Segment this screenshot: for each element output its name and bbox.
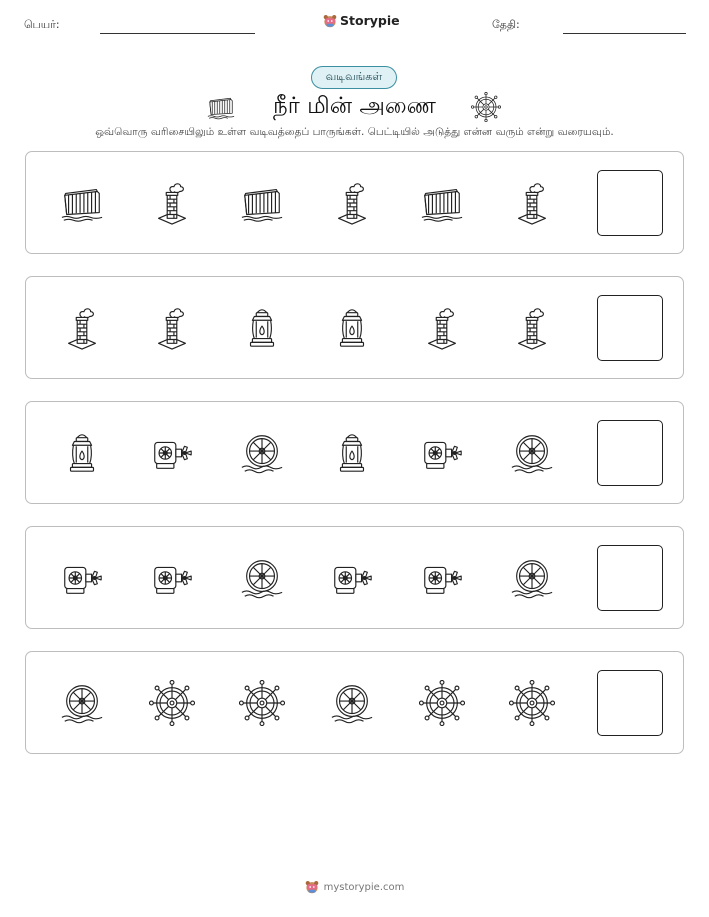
worksheet-header bbox=[0, 0, 709, 50]
chimney-icon bbox=[59, 305, 105, 351]
date-field-line[interactable] bbox=[563, 33, 686, 34]
pattern-item bbox=[329, 555, 375, 601]
ship-wheel-icon bbox=[509, 680, 555, 726]
date-label: தேதி: bbox=[492, 18, 520, 31]
lantern-icon bbox=[59, 430, 105, 476]
pattern-row bbox=[25, 526, 684, 629]
chimney-icon bbox=[509, 180, 555, 226]
pattern-item bbox=[59, 430, 105, 476]
answer-box[interactable] bbox=[597, 295, 663, 361]
name-label: பெயர்: bbox=[24, 18, 60, 31]
pattern-item bbox=[329, 680, 375, 726]
pattern-item bbox=[59, 680, 105, 726]
pattern-row bbox=[25, 401, 684, 504]
chimney-icon bbox=[419, 305, 465, 351]
answer-box[interactable] bbox=[597, 420, 663, 486]
water-wheel-icon bbox=[329, 680, 375, 726]
pattern-item bbox=[59, 555, 105, 601]
pattern-item bbox=[509, 305, 555, 351]
pattern-item bbox=[149, 305, 195, 351]
footer bbox=[0, 880, 709, 894]
pattern-item bbox=[419, 430, 465, 476]
pattern-item bbox=[239, 555, 285, 601]
lantern-icon bbox=[329, 305, 375, 351]
pattern-item bbox=[329, 180, 375, 226]
generator-icon bbox=[419, 430, 465, 476]
pattern-item bbox=[149, 680, 195, 726]
pattern-item bbox=[329, 305, 375, 351]
footer-site: mystorypie.com bbox=[323, 881, 405, 893]
dam-icon bbox=[419, 180, 465, 226]
water-wheel-icon bbox=[509, 555, 555, 601]
water-wheel-icon bbox=[59, 680, 105, 726]
water-wheel-icon bbox=[509, 430, 555, 476]
water-wheel-icon bbox=[239, 555, 285, 601]
answer-box[interactable] bbox=[597, 170, 663, 236]
mascot-icon bbox=[323, 14, 337, 28]
pattern-item bbox=[149, 555, 195, 601]
category-badge: வடிவங்கள் bbox=[311, 66, 397, 89]
chimney-icon bbox=[149, 180, 195, 226]
name-field-line[interactable] bbox=[100, 33, 255, 34]
lantern-icon bbox=[329, 430, 375, 476]
generator-icon bbox=[329, 555, 375, 601]
answer-box[interactable] bbox=[597, 545, 663, 611]
pattern-item bbox=[509, 680, 555, 726]
answer-box[interactable] bbox=[597, 670, 663, 736]
pattern-item bbox=[59, 305, 105, 351]
pattern-item bbox=[149, 430, 195, 476]
chimney-icon bbox=[509, 305, 555, 351]
instructions: ஒவ்வொரு வரிசையிலும் உள்ள வடிவத்தைப் பாருங்கள். பெட்டியில் அடுத்து என்ன வரும் என்று வரையவும். bbox=[95, 126, 614, 138]
brand-name: Storypie bbox=[340, 13, 400, 28]
pattern-item bbox=[239, 680, 285, 726]
generator-icon bbox=[419, 555, 465, 601]
pattern-row bbox=[25, 151, 684, 254]
brand-logo bbox=[323, 13, 400, 28]
pattern-item bbox=[419, 305, 465, 351]
generator-icon bbox=[149, 430, 195, 476]
ship-wheel-icon bbox=[419, 680, 465, 726]
pattern-item bbox=[149, 180, 195, 226]
pattern-item bbox=[59, 180, 105, 226]
dam-icon bbox=[59, 180, 105, 226]
pattern-item bbox=[509, 180, 555, 226]
generator-icon bbox=[149, 555, 195, 601]
pattern-item bbox=[239, 305, 285, 351]
pattern-row bbox=[25, 651, 684, 754]
pattern-item bbox=[419, 680, 465, 726]
mascot-icon bbox=[305, 880, 319, 894]
worksheet-title: நீர் மின் அணை bbox=[273, 93, 436, 119]
generator-icon bbox=[59, 555, 105, 601]
pattern-item bbox=[509, 555, 555, 601]
chimney-icon bbox=[329, 180, 375, 226]
lantern-icon bbox=[239, 305, 285, 351]
pattern-item bbox=[509, 430, 555, 476]
pattern-item bbox=[419, 555, 465, 601]
pattern-item bbox=[239, 180, 285, 226]
dam-icon bbox=[239, 180, 285, 226]
ship-wheel-icon bbox=[471, 92, 501, 122]
pattern-item bbox=[329, 430, 375, 476]
ship-wheel-icon bbox=[239, 680, 285, 726]
water-wheel-icon bbox=[239, 430, 285, 476]
ship-wheel-icon bbox=[149, 680, 195, 726]
pattern-item bbox=[239, 430, 285, 476]
pattern-row bbox=[25, 276, 684, 379]
chimney-icon bbox=[149, 305, 195, 351]
pattern-item bbox=[419, 180, 465, 226]
